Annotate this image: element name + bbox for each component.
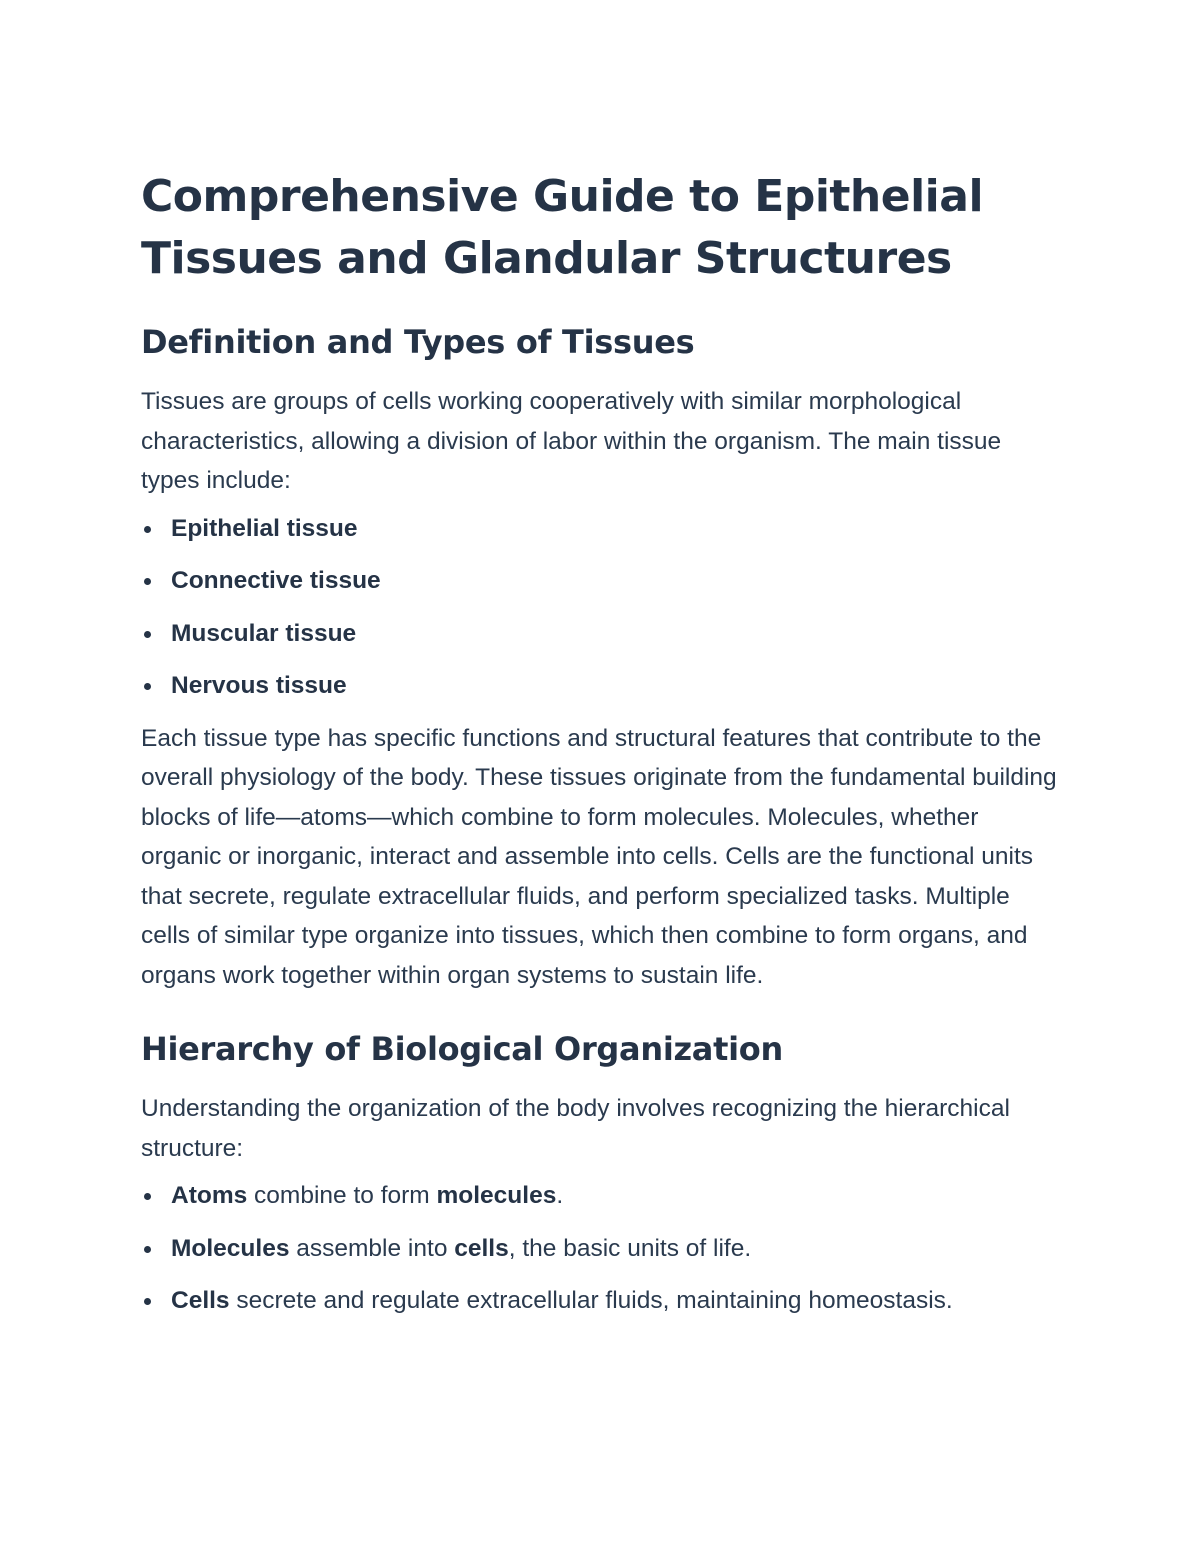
section1-body-paragraph: Each tissue type has specific functions and structural features that contribute to the overall physiology of the body. These tissues originate from the fundamental building blocks of life—atoms—which combine to form molecules. Molecules, whether organic or inorganic, interact and assemble into cells. Cells are the functional units that secrete, regulate extracellular fluids, and perform specialized tasks. Multiple cells of similar type organize into tissues, which then combine to form organs, and organs work together within organ systems to sustain life. bbox=[141, 724, 1057, 989]
list-item bbox=[141, 666, 1061, 706]
list-item-term: molecules bbox=[436, 1182, 557, 1209]
list-item bbox=[141, 1229, 1061, 1269]
list-item-term: Cells bbox=[171, 1287, 230, 1314]
list-item bbox=[141, 1281, 1061, 1321]
list-item-label: Muscular tissue bbox=[171, 619, 357, 647]
section1-intro-paragraph: Tissues are groups of cells working cooperatively with similar morphological characteristics, allowing a division of labor within the organism. The main tissue types include: bbox=[141, 388, 1002, 494]
list-item bbox=[141, 614, 1061, 654]
bullet-icon bbox=[144, 1193, 151, 1200]
bullet-icon bbox=[144, 526, 151, 533]
list-item-label: Nervous tissue bbox=[171, 672, 347, 699]
tissue-types-list bbox=[141, 509, 1061, 706]
section2-intro-paragraph: Understanding the organization of the body involves recognizing the hierarchical structure: bbox=[141, 1095, 1010, 1162]
bullet-icon bbox=[144, 683, 151, 690]
bullet-icon bbox=[144, 631, 151, 638]
list-item-text: assemble into bbox=[289, 1234, 455, 1262]
document-title: Comprehensive Guide to Epithelial Tissues and Glandular Structures bbox=[141, 171, 984, 284]
list-item-text: , the basic units of life. bbox=[508, 1234, 752, 1262]
list-item-label: Connective tissue bbox=[171, 567, 381, 594]
list-item bbox=[141, 561, 1061, 601]
list-item-text: . bbox=[556, 1182, 564, 1209]
list-item-text: secrete and regulate extracellular fluids, maintaining homeostasis. bbox=[229, 1287, 953, 1314]
bullet-icon bbox=[144, 578, 151, 585]
list-item-label: Epithelial tissue bbox=[171, 514, 358, 542]
hierarchy-list bbox=[141, 1176, 1061, 1321]
list-item-term: Molecules bbox=[171, 1234, 290, 1262]
list-item-term: Atoms bbox=[171, 1182, 248, 1209]
document-page bbox=[141, 166, 1061, 1334]
section-heading-hierarchy: Hierarchy of Biological Organization bbox=[141, 1030, 783, 1068]
list-item-term: cells bbox=[454, 1234, 509, 1262]
bullet-icon bbox=[144, 1298, 151, 1305]
section-heading-tissue-types: Definition and Types of Tissues bbox=[141, 323, 695, 361]
list-item-text: combine to form bbox=[247, 1182, 437, 1209]
list-item bbox=[141, 1176, 1061, 1216]
bullet-icon bbox=[144, 1246, 151, 1253]
list-item bbox=[141, 509, 1061, 549]
